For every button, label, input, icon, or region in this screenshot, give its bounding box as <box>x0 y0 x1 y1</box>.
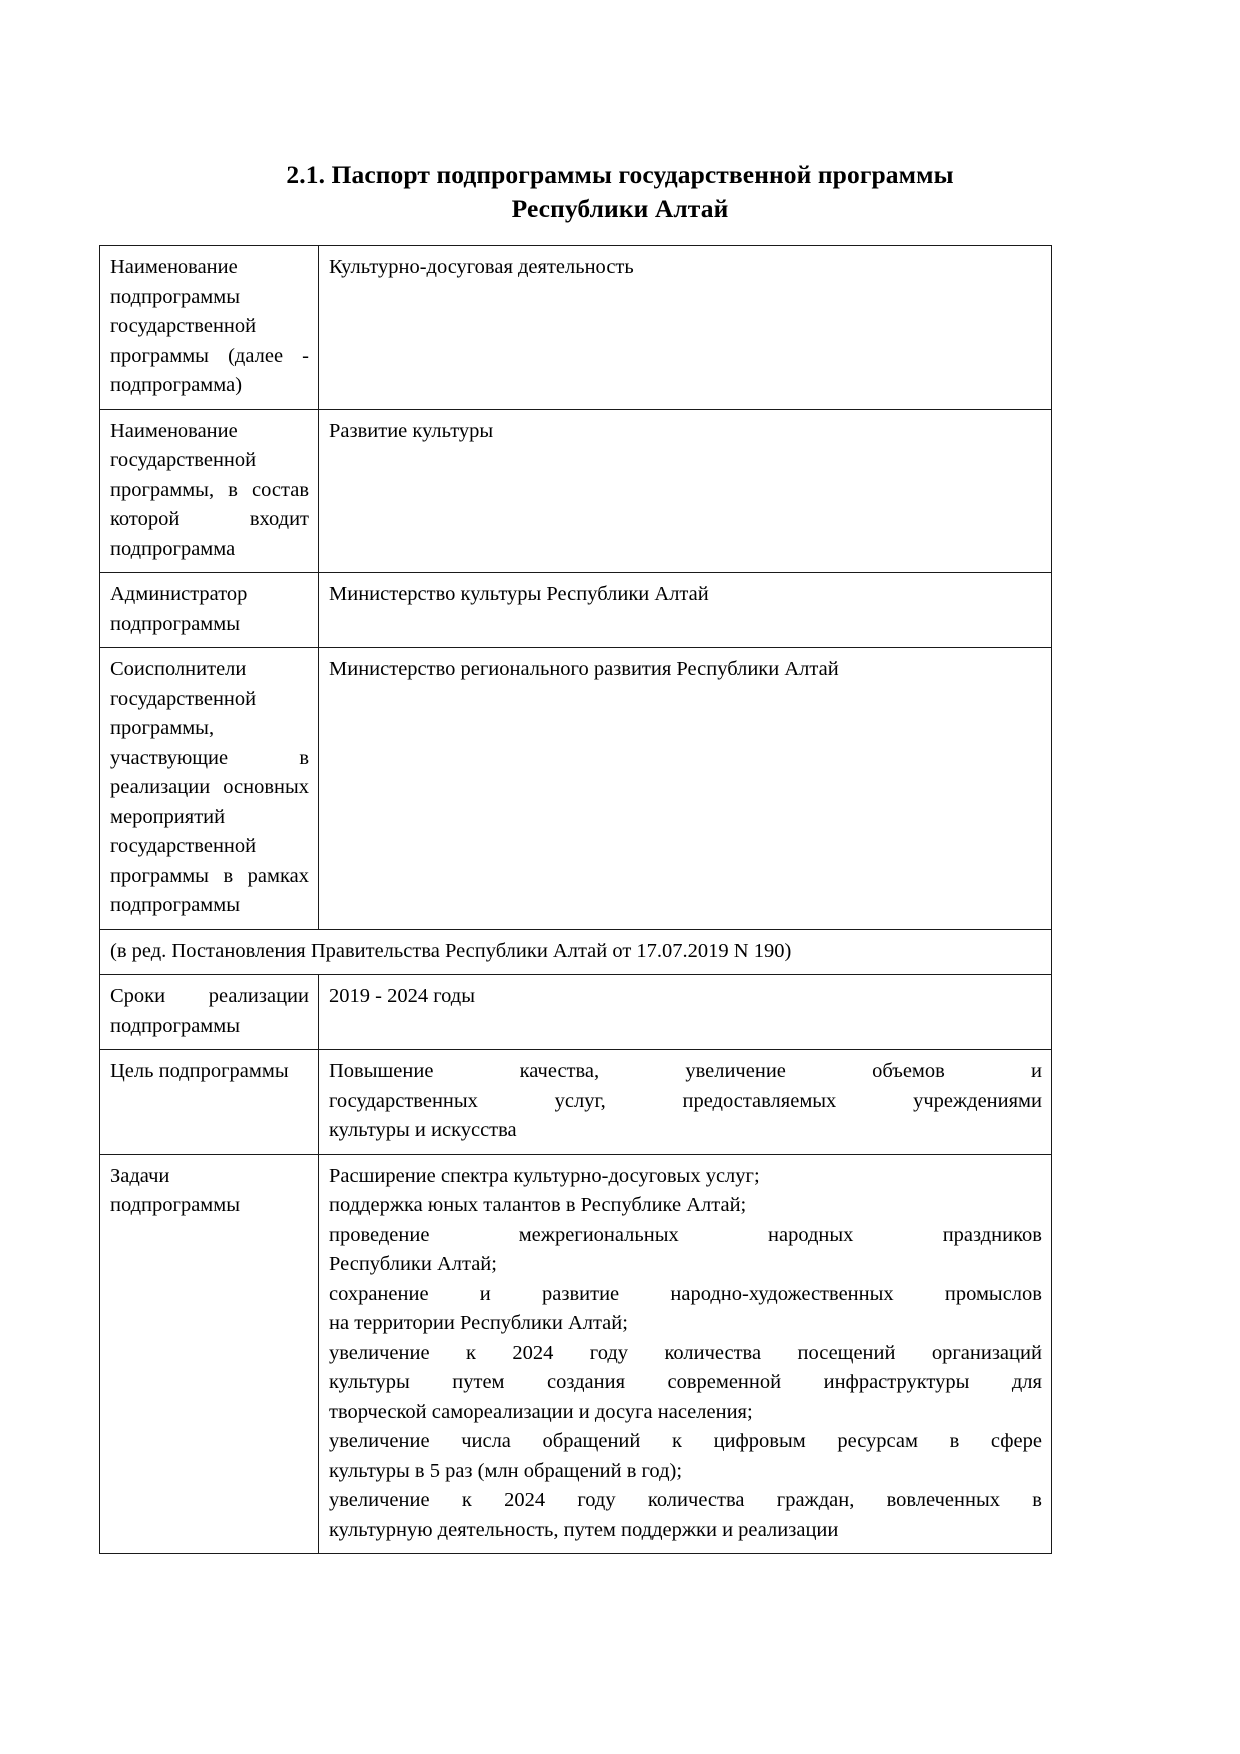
row-value-cell <box>319 1154 1052 1554</box>
table-row-amendment-note <box>100 929 1052 975</box>
text-line: Министерство регионального развития Республики Алтай <box>329 658 839 680</box>
text-line: Соисполнители <box>110 658 247 680</box>
text-line: поддержка юных талантов в Республике Алтай; <box>329 1194 747 1216</box>
text-line: мероприятий <box>110 805 226 828</box>
text-line: программы, в состав <box>110 478 309 501</box>
table-row <box>100 246 1052 410</box>
text-line: участвующие в <box>110 746 309 769</box>
row-label-cell <box>100 409 319 573</box>
text-line: Министерство культуры Республики Алтай <box>329 583 709 605</box>
table-row <box>100 1050 1052 1155</box>
text-line: творческой самореализации и досуга населения; <box>329 1400 753 1423</box>
text-line: увеличение к 2024 году количества посещений организаций <box>329 1341 1042 1364</box>
passport-table <box>99 245 1052 1554</box>
text-line: Расширение спектра культурно-досуговых услуг; <box>329 1164 760 1187</box>
text-line: подпрограмма <box>110 537 236 560</box>
text-line: подпрограммы <box>110 1194 241 1216</box>
text-line: подпрограмма) <box>110 374 243 396</box>
text-line: культуры и искусства <box>329 1119 517 1141</box>
table-row <box>100 975 1052 1050</box>
text-line: на территории Республики Алтай; <box>329 1312 628 1334</box>
text-line: Повышение качества, увеличение объемов и <box>329 1060 1042 1082</box>
text-line: проведение межрегиональных народных праздников <box>329 1223 1042 1246</box>
text-line: Наименование <box>110 419 238 442</box>
table-row <box>100 409 1052 573</box>
text-line: государственной <box>110 449 257 471</box>
text-line: государственных услуг, предоставляемых учреждениями <box>329 1089 1042 1112</box>
text-line: Развитие культуры <box>329 419 494 442</box>
row-value-cell <box>319 975 1052 1050</box>
text-line: Республики Алтай; <box>329 1253 497 1275</box>
text-line: программы, <box>110 717 215 739</box>
row-label-cell <box>100 1050 319 1155</box>
text-line: государственной <box>110 687 257 710</box>
text-line: культурную деятельность, путем поддержки и реализации <box>329 1518 839 1541</box>
text-line: Наименование <box>110 256 238 278</box>
text-line: которой входит <box>110 508 309 530</box>
text-line: реализации основных <box>110 776 309 798</box>
text-line: подпрограммы <box>110 894 241 916</box>
text-line: подпрограммы <box>110 1014 241 1037</box>
text-line: подпрограммы <box>110 285 241 308</box>
row-label-cell <box>100 975 319 1050</box>
text-line: программы (далее - <box>110 344 309 367</box>
text-line: Цель подпрограммы <box>110 1060 289 1082</box>
text-line: культуры в 5 раз (млн обращений в год); <box>329 1459 683 1482</box>
row-value-cell <box>319 409 1052 573</box>
text-line: культуры путем создания современной инфраструктуры для <box>329 1371 1042 1393</box>
page-title-line-2: Республики Алтай <box>511 194 729 223</box>
amendment-note: (в ред. Постановления Правительства Республики Алтай от 17.07.2019 N 190) <box>100 929 1052 975</box>
text-line: сохранение и развитие народно-художественных промыслов <box>329 1282 1042 1305</box>
page-title <box>170 158 1070 226</box>
text-line: подпрограммы <box>110 612 241 635</box>
row-label-cell <box>100 1154 319 1554</box>
text-line: программы в рамках <box>110 864 309 887</box>
table-row <box>100 573 1052 648</box>
row-label-cell <box>100 648 319 930</box>
text-line: увеличение к 2024 году количества граждан, вовлеченных в <box>329 1489 1042 1511</box>
text-line: Администратор <box>110 583 248 605</box>
text-line: Культурно-досуговая деятельность <box>329 256 634 278</box>
table-row <box>100 648 1052 930</box>
row-value-cell <box>319 246 1052 410</box>
page-title-line-1: 2.1. Паспорт подпрограммы государственной программы <box>286 160 954 189</box>
row-label-cell <box>100 573 319 648</box>
text-line: увеличение числа обращений к цифровым ресурсам в сфере <box>329 1430 1042 1452</box>
table-row <box>100 1154 1052 1554</box>
text-line: Сроки реализации <box>110 985 309 1007</box>
row-value-cell <box>319 648 1052 930</box>
text-line: 2019 - 2024 годы <box>329 985 475 1007</box>
text-line: государственной <box>110 315 257 337</box>
text-line: государственной <box>110 835 257 857</box>
row-value-cell <box>319 1050 1052 1155</box>
passport-table-body <box>100 246 1052 1554</box>
row-label-cell <box>100 246 319 410</box>
text-line: Задачи <box>110 1164 170 1187</box>
row-value-cell <box>319 573 1052 648</box>
